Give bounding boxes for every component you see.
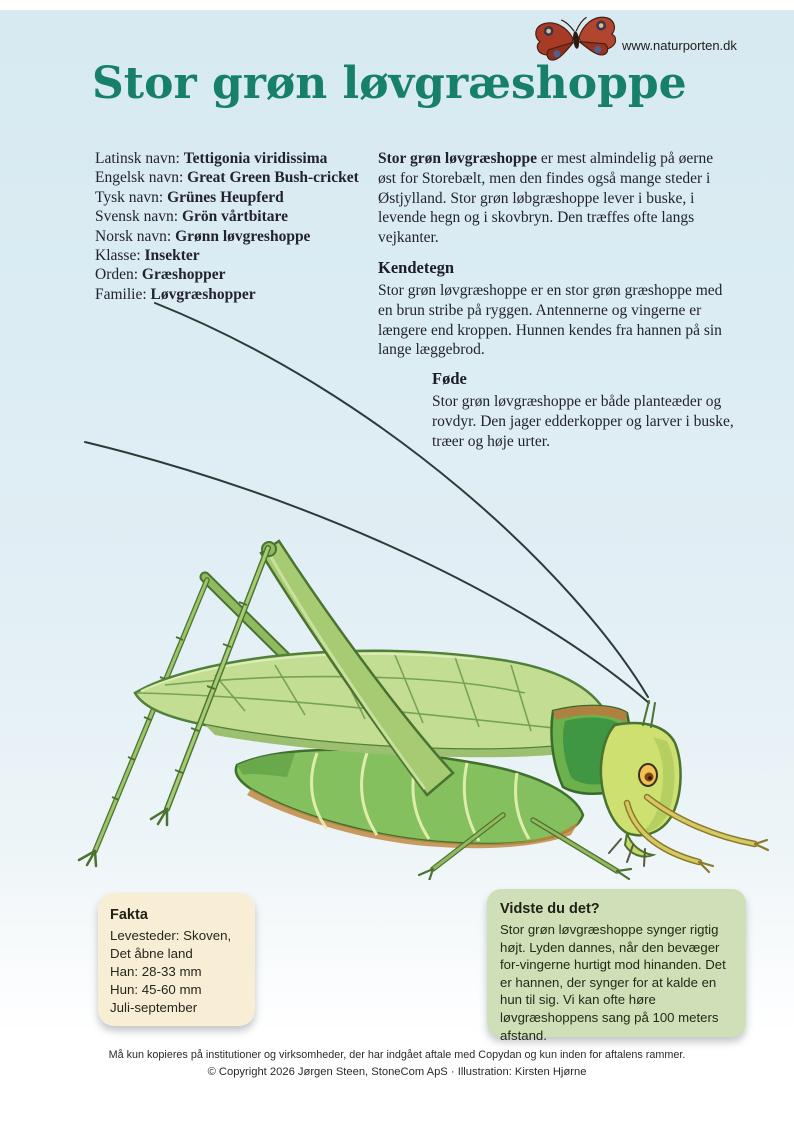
taxonomy-row: Klasse: Insekter xyxy=(95,247,200,265)
copyright-line: © Copyright 2026 Jørgen Steen, StoneCom ApS · Illustration: Kirsten Hjørne xyxy=(207,1066,587,1078)
fakta-line: Det åbne land xyxy=(110,946,193,962)
taxonomy-row: Familie: Løvgræshopper xyxy=(95,285,256,303)
taxonomy-list xyxy=(95,149,375,304)
did-you-know-heading: Vidste du det? xyxy=(500,901,600,917)
fakta-line: Han: 28-33 mm xyxy=(110,964,202,980)
taxonomy-row: Norsk navn: Grønn løvgreshoppe xyxy=(95,227,311,245)
page-footer xyxy=(0,1049,794,1083)
page-title: Stor grøn løvgræshoppe xyxy=(92,58,687,109)
section-kendetegn xyxy=(378,258,734,360)
fakta-line: Juli-september xyxy=(110,999,198,1015)
taxonomy-row: Svensk navn: Grön vårtbitare xyxy=(95,208,289,226)
taxonomy-row: Tysk navn: Grünes Heupferd xyxy=(95,188,284,206)
fakta-line: Hun: 45-60 mm xyxy=(110,981,202,997)
taxonomy-row: Orden: Græshopper xyxy=(95,266,226,284)
copy-restriction-line: Må kun kopieres på institutioner og virksomheder, der har indgået aftale med Copydan og kun inden for aftalens rammer. xyxy=(108,1049,686,1061)
taxonomy-row: Latinsk navn: Tettigonia viridissima xyxy=(95,150,328,167)
fakta-heading: Fakta xyxy=(110,907,148,923)
fakta-line: Levesteder: Skoven, xyxy=(110,928,232,944)
intro-lead: Stor grøn løvgræshoppe xyxy=(378,150,538,167)
site-header xyxy=(530,12,780,64)
section-heading: Føde xyxy=(432,369,467,388)
section-fode xyxy=(432,369,748,451)
intro-paragraph xyxy=(378,149,734,248)
did-you-know-box xyxy=(487,889,746,1043)
section-text: Stor grøn løvgræshoppe er en stor grøn græshoppe med en brun stribe på ryggen. Antennerne og vingerne er længere end kroppen. Hunnen kendes fra hannen på sin lange læggebrod. xyxy=(378,282,723,359)
website-link[interactable]: www.naturporten.dk xyxy=(622,38,737,53)
section-heading: Kendetegn xyxy=(378,258,455,277)
did-you-know-text: Stor grøn løvgræshoppe synger rigtig højt. Lyden dannes, når den bevæger for-vingerne hurtigt mod hinanden. Det er hannen, der synger for at kalde en hun til sig. Vi kan ofte høre løvgræshoppens sang på 100 meters afstand. xyxy=(500,922,726,1043)
fakta-box xyxy=(98,893,255,1026)
intro-text: er mest almindelig på øerne øst for Storebælt, men den findes også mange steder i Østjylland. Stor grøn løbgræshoppe lever i buske, i levende hegn og i skovbryn. Den træffes ofte langs vejkanter. xyxy=(378,150,714,247)
taxonomy-row: Engelsk navn: Great Green Bush-cricket xyxy=(95,169,359,187)
section-text: Stor grøn løvgræshoppe er både planteæder og rovdyr. Den jager edderkopper og larver i buske, træer og høje urter. xyxy=(432,393,734,450)
